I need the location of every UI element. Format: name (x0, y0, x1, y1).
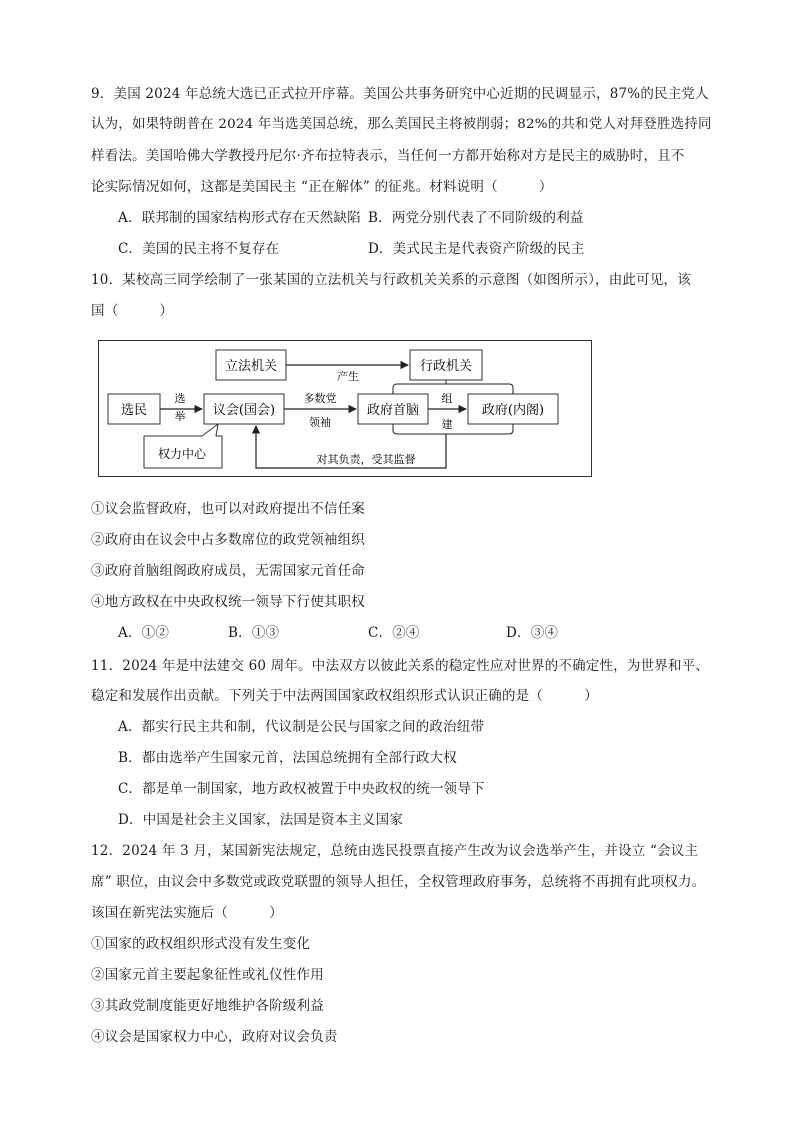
q11-option-a: A．都实行民主共和制，代议制是公民与国家之间的政治纽带 (118, 719, 485, 735)
q10-option-b: B．①③ (228, 625, 280, 641)
elect-label-2: 举 (174, 410, 186, 423)
q11-line-1: 11．2024 年是中法建交 60 周年。中法双方以彼此关系的稳定性应对世界的不确定性，为世界和平、 (91, 658, 710, 674)
lead-label: 领袖 (309, 416, 331, 429)
parliament-label: 议会(国会) (212, 403, 276, 418)
q9-line-2: 认为，如果特朗普在 2024 年当选美国总统，那么美国民主将被削弱；82%的共和党人对拜登胜选持同 (91, 117, 712, 132)
q10-option-c: C．②④ (368, 625, 420, 641)
majority-label: 多数党 (303, 392, 337, 405)
q9-option-a: A．联邦制的国家结构形式存在天然缺陷 (118, 210, 361, 226)
q9-option-d: D．美式民主是代表资产阶级的民主 (368, 241, 585, 257)
q12-line-1: 12．2024 年 3 月，某国新宪法规定，总统由选民投票直接产生改为议会选举产生，并设立 “会议主 (91, 843, 699, 859)
q11-option-d: D．中国是社会主义国家，法国是资本主义国家 (118, 812, 404, 828)
q10-line-1: 10．某校高三同学绘制了一张某国的立法机关与行政机关关系的示意图（如图所示），由此可见，该 (91, 272, 691, 288)
q11-option-b: B．都由选举产生国家元首，法国总统拥有全部行政大权 (118, 750, 457, 766)
voters-label: 选民 (120, 403, 148, 418)
legislature-label: 立法机关 (224, 359, 278, 374)
power-center-label: 权力中心 (157, 447, 207, 461)
q12-statement-4: ④议会是国家权力中心，政府对议会负责 (91, 1029, 338, 1045)
q10-statement-2: ②政府由在议会中占多数席位的政党领袖组织 (91, 532, 365, 548)
q12-line-3: 该国在新宪法实施后（ ） (91, 905, 283, 921)
form-label-1: 组 (441, 392, 453, 405)
q9-line-3: 样看法。美国哈佛大学教授丹尼尔·齐布拉特表示，当任何一方都开始称对方是民主的威胁时，且不 (91, 148, 685, 164)
q9-line-1: 9．美国 2024 年总统大选已正式拉开序幕。美国公共事务研究中心近期的民调显示，87%的民主党人 (91, 86, 709, 102)
q10-line-2: 国（ ） (91, 303, 174, 319)
executive-bracket-top (393, 380, 513, 394)
q9-option-c: C．美国的民主将不复存在 (118, 241, 280, 257)
q10-option-a: A．①② (118, 625, 170, 641)
q10-statement-3: ③政府首脑组阁政府成员，无需国家元首任命 (91, 563, 365, 579)
q11-option-c: C．都是单一制国家，地方政权被置于中央政权的统一领导下 (118, 781, 485, 797)
q10-statement-4: ④地方政权在中央政权统一领导下行使其职权 (91, 594, 365, 610)
q10-option-d: D．③④ (506, 625, 559, 641)
executive-label: 行政机关 (419, 359, 473, 374)
q9-option-b: B．两党分别代表了不同阶级的利益 (368, 210, 584, 226)
q9-line-4: 论实际情况如何，这都是美国民主 “正在解体” 的征兆。材料说明（ ） (91, 179, 553, 195)
q12-statement-2: ②国家元首主要起象征性或礼仪性作用 (91, 967, 324, 983)
q10-diagram (98, 340, 592, 477)
produce-label: 产生 (337, 370, 359, 383)
power-center-callout (144, 424, 222, 468)
responsible-label: 对其负责，受其监督 (316, 453, 416, 466)
executive-bracket-bottom (393, 424, 513, 434)
q12-statement-1: ①国家的政权组织形式没有发生变化 (91, 936, 311, 952)
q11-line-2: 稳定和发展作出贡献。下列关于中法两国国家政权组织形式认识正确的是（ ） (91, 688, 598, 704)
q10-statement-1: ①议会监督政府，也可以对政府提出不信任案 (91, 501, 365, 517)
q12-statement-3: ③其政党制度能更好地维护各阶级利益 (91, 998, 324, 1014)
form-label-2: 建 (441, 418, 453, 431)
q12-line-2: 席” 职位，由议会中多数党或政党联盟的领导人担任，全权管理政府事务，总统将不再拥有此项权力。 (91, 874, 706, 890)
gov-head-label: 政府首脑 (366, 403, 420, 418)
gov-cabinet-label: 政府(内阁) (481, 403, 545, 418)
elect-label-1: 选 (174, 392, 186, 405)
